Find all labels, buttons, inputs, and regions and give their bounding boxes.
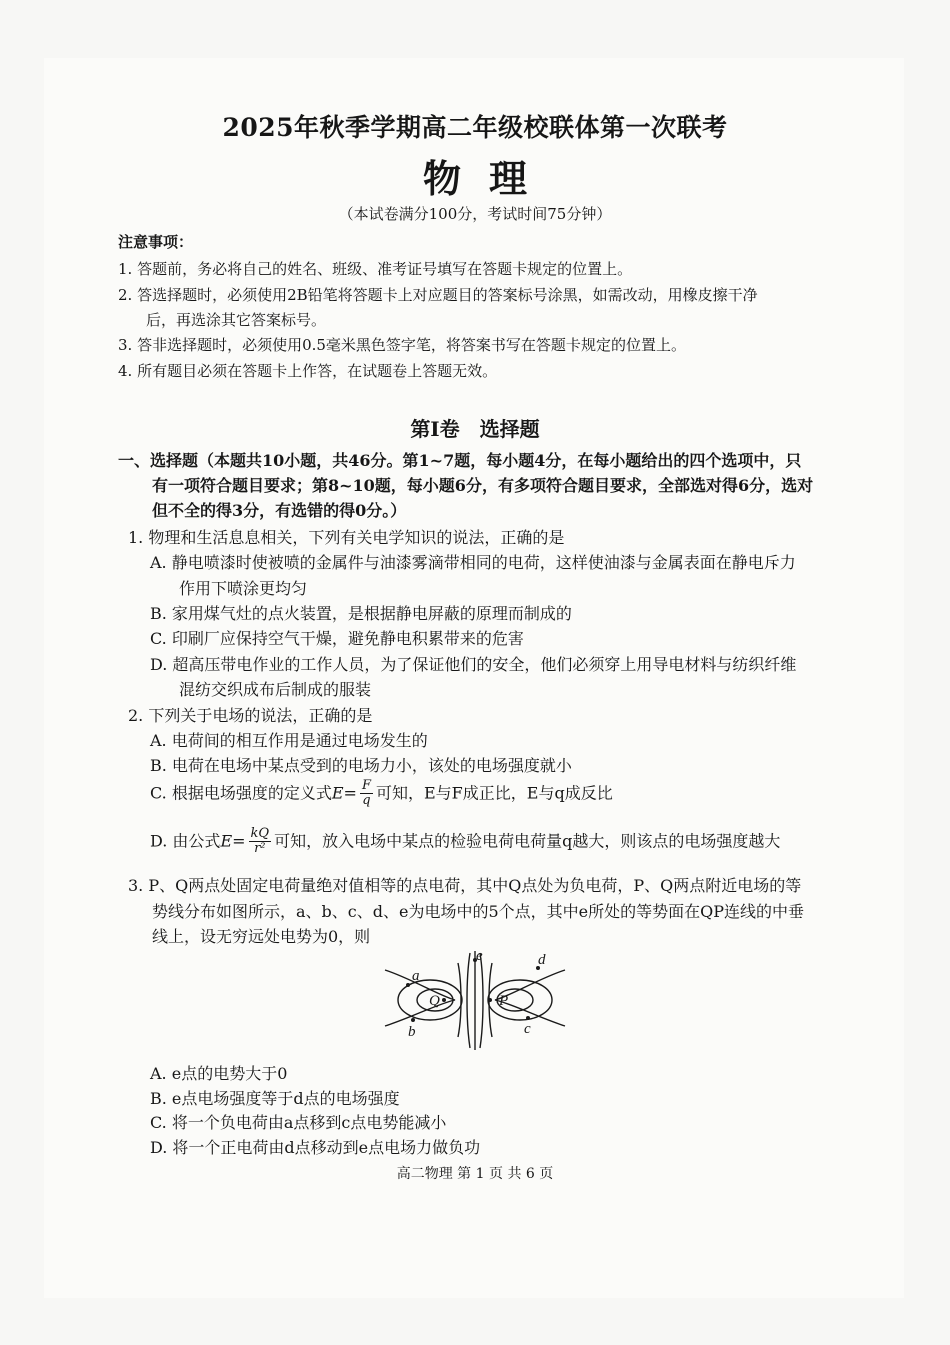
notice-item-1: 1. 答题前，务必将自己的姓名、班级、准考证号填写在答题卡规定的位置上。 xyxy=(118,260,633,278)
q2-option-d: D. 由公式E= $\frac{kQ}{\text{r²}}$ 可知，放入电场中某点的检验电荷电荷量q越大，则该点的电场强度越大 xyxy=(150,826,781,857)
fraction-f-over-q: $\frac{F}{q}$ xyxy=(361,778,371,809)
q3-option-a: A. e点的电势大于0 xyxy=(150,1064,288,1083)
point-p xyxy=(488,998,492,1002)
q1-option-c: C. 印刷厂应保持空气干燥，避免静电积累带来的危害 xyxy=(150,629,524,648)
central-line-right xyxy=(480,953,483,1048)
section-title: 第Ⅰ卷 选择题 xyxy=(410,417,540,441)
label-p: P xyxy=(499,993,509,1009)
section-desc-2: 有一项符合题目要求；第8~10题，每小题6分，有多项符合题目要求，全部选对得6分，选对 xyxy=(152,476,814,495)
q1-stem: 1. 物理和生活息息相关，下列有关电学知识的说法，正确的是 xyxy=(128,528,565,547)
section-desc-1: 一、选择题（本题共10小题，共46分。第1~7题，每小题4分，在每小题给出的四个选项中，只 xyxy=(118,451,802,470)
fraction-kq-over-r2: $\frac{kQ}{\text{r²}}$ xyxy=(250,826,270,857)
q2-option-c: C. 根据电场强度的定义式E= $\frac{F}{q}$ 可知，E与F成正比，E与q成反比 xyxy=(150,778,613,809)
q3-option-c: C. 将一个负电荷由a点移到c点电势能减小 xyxy=(150,1113,447,1132)
notice-item-4: 4. 所有题目必须在答题卡上作答，在试题卷上答题无效。 xyxy=(118,362,498,380)
label-e: e xyxy=(476,948,483,964)
q3-stem-2: 势线分布如图所示，a、b、c、d、e为电场中的5个点，其中e所处的等势面在QP连线的中垂 xyxy=(152,902,804,921)
q2-option-b: B. 电荷在电场中某点受到的电场力小，该处的电场强度就小 xyxy=(150,756,572,775)
equipotential-diagram xyxy=(380,948,570,1053)
label-b: b xyxy=(408,1024,416,1040)
section-desc-3: 但不全的得3分，有选错的得0分。） xyxy=(152,501,407,520)
q3-stem-3: 线上，设无穷远处电势为0，则 xyxy=(152,927,371,946)
notice-item-3: 3. 答非选择题时，必须使用0.5毫米黑色签字笔，将答案书写在答题卡规定的位置上。 xyxy=(118,336,686,354)
q2-stem: 2. 下列关于电场的说法，正确的是 xyxy=(128,706,373,725)
q3-stem-1: 3. P、Q两点处固定电荷量绝对值相等的点电荷，其中Q点处为负电荷，P、Q两点附近电场的等 xyxy=(128,876,802,895)
q3-option-d: D. 将一个正电荷由d点移动到e点电场力做负功 xyxy=(150,1138,481,1157)
subject-title: 物理 xyxy=(422,156,555,201)
exam-info: （本试卷满分100分，考试时间75分钟） xyxy=(338,205,612,223)
point-b xyxy=(411,1018,415,1022)
q1-option-a-cont: 作用下喷涂更均匀 xyxy=(179,579,308,598)
inner-curve-left xyxy=(458,963,461,1037)
label-d: d xyxy=(538,952,546,968)
point-c xyxy=(526,1016,530,1020)
q3-option-b: B. e点电场强度等于d点的电场强度 xyxy=(150,1089,400,1108)
q2-option-a: A. 电荷间的相互作用是通过电场发生的 xyxy=(150,731,428,750)
label-q: Q xyxy=(429,993,440,1009)
point-a xyxy=(406,983,410,987)
label-c: c xyxy=(524,1021,531,1037)
notice-item-2: 2. 答选择题时，必须使用2B铅笔将答题卡上对应题目的答案标号涂黑，如需改动，用橡皮擦干净 xyxy=(118,286,758,304)
q1-option-a: A. 静电喷漆时使被喷的金属件与油漆雾滴带相同的电荷，这样使油漆与金属表面在静电斥力 xyxy=(150,553,796,572)
page-footer: 高二物理 第 1 页 共 6 页 xyxy=(396,1166,554,1182)
central-line-left xyxy=(467,953,470,1048)
q1-option-d-cont: 混纺交织成布后制成的服装 xyxy=(179,680,372,699)
point-q xyxy=(442,998,446,1002)
q1-option-d: D. 超高压带电作业的工作人员，为了保证他们的安全，他们必须穿上用导电材料与纺织纤维 xyxy=(150,655,797,674)
label-a: a xyxy=(412,968,420,984)
exam-title: 2025年秋季学期高二年级校联体第一次联考 xyxy=(222,113,728,142)
notice-heading: 注意事项： xyxy=(118,233,194,251)
q1-option-b: B. 家用煤气灶的点火装置，是根据静电屏蔽的原理而制成的 xyxy=(150,604,572,623)
notice-item-2-cont: 后，再选涂其它答案标号。 xyxy=(146,311,327,329)
